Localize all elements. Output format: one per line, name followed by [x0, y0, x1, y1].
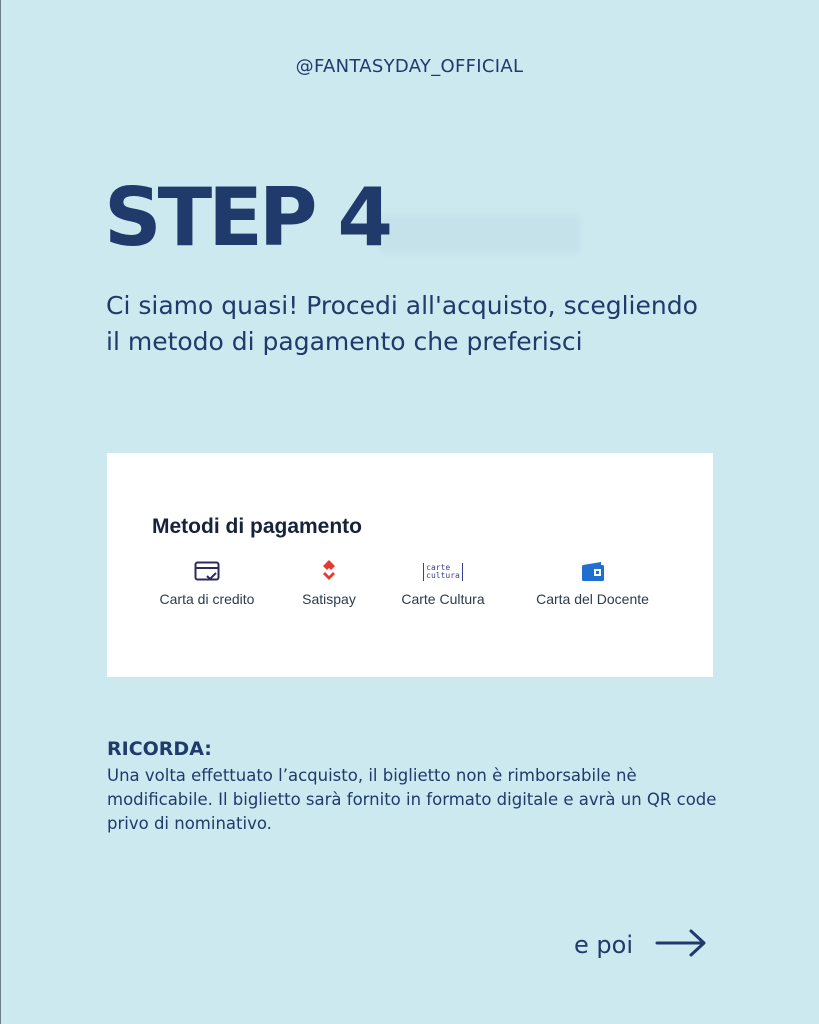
payment-method-credit-card[interactable]: [151, 559, 263, 607]
payment-method-label: Carta di credito: [159, 591, 255, 607]
arrow-right-icon: [655, 928, 707, 962]
payment-method-label: Satispay: [302, 591, 356, 607]
reminder-title: RICORDA:: [107, 738, 212, 760]
payment-method-carta-docente[interactable]: [525, 559, 660, 607]
step-ghost-decoration: [380, 214, 580, 254]
payment-method-label: Carte Cultura: [401, 591, 485, 607]
account-handle: @FANTASYDAY_OFFICIAL: [295, 56, 524, 77]
step-subtitle: Ci siamo quasi! Procedi all'acquisto, scegliendo il metodo di pagamento che preferisci: [106, 291, 698, 356]
carta-docente-icon: [525, 559, 660, 585]
page-edge: [0, 0, 1, 1024]
payment-methods-card: [107, 453, 713, 677]
carte-cultura-icon: [393, 559, 493, 585]
payment-method-satispay[interactable]: [294, 559, 364, 607]
next-link[interactable]: [574, 928, 707, 962]
next-label: e poi: [574, 931, 633, 959]
satispay-icon: [294, 559, 364, 585]
step-title: STEP 4: [104, 171, 389, 264]
payment-methods-title: Metodi di pagamento: [152, 515, 362, 538]
carte-cultura-logo: carte cultura: [423, 563, 463, 581]
payment-method-label: Carta del Docente: [536, 591, 649, 607]
payment-method-carte-cultura[interactable]: [393, 559, 493, 607]
reminder-text: Una volta effettuato l’acquisto, il biglietto non è rimborsabile nè modificabile. Il biglietto sarà fornito in formato digitale e avrà un QR code privo di nominativo.: [107, 766, 717, 833]
credit-card-icon: [151, 559, 263, 585]
